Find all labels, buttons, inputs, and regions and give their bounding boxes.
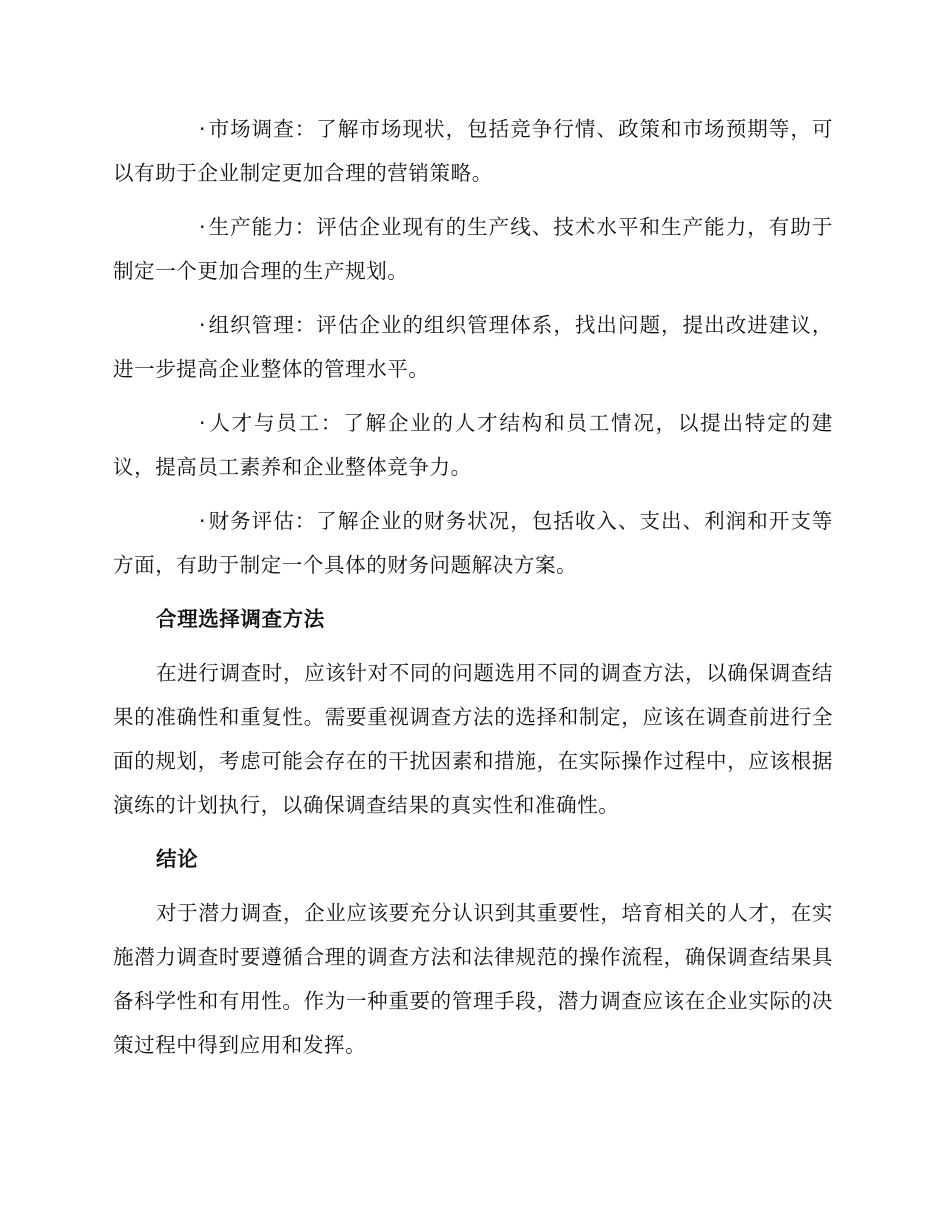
bullet-text: 财务评估：了解企业的财务状况，包括收入、支出、利润和开支等方面，有助于制定一个具体的财务问题解决方案。 [113, 509, 833, 577]
bullet-marker: · [199, 509, 207, 533]
bullet-text: 生产能力：评估企业现有的生产线、技术水平和生产能力，有助于制定一个更加合理的生产规划。 [113, 215, 833, 283]
bullet-marker: · [199, 411, 207, 435]
section-body-conclusion: 对于潜力调查，企业应该要充分认识到其重要性，培育相关的人才，在实施潜力调查时要遵循合理的调查方法和法律规范的操作流程，确保调查结果具备科学性和有用性。作为一种重要的管理手段，潜力调查应该在企业实际的决策过程中得到应用和发挥。 [113, 901, 833, 1057]
section-body-method: 在进行调查时，应该针对不同的问题选用不同的调查方法，以确保调查结果的准确性和重复性。需要重视调查方法的选择和制定，应该在调查前进行全面的规划，考虑可能会存在的干扰因素和措施，在实际操作过程中，应该根据演练的计划执行，以确保调查结果的真实性和准确性。 [113, 661, 833, 817]
bullet-item-financial-assessment [113, 499, 833, 587]
document-body [113, 107, 833, 1077]
bullet-marker: · [199, 215, 207, 239]
bullet-marker: · [199, 117, 207, 141]
bullet-item-talent-staff [113, 401, 833, 489]
bullet-text: 市场调查：了解市场现状，包括竞争行情、政策和市场预期等，可以有助于企业制定更加合理的营销策略。 [113, 117, 833, 185]
section-heading-conclusion: 结论 [156, 847, 199, 871]
bullet-item-market-survey [113, 107, 833, 195]
bullet-text: 人才与员工：了解企业的人才结构和员工情况，以提出特定的建议，提高员工素养和企业整体竞争力。 [113, 411, 833, 479]
bullet-item-production-capacity [113, 205, 833, 293]
section-heading-method: 合理选择调查方法 [156, 607, 325, 631]
bullet-item-organization-management [113, 303, 833, 391]
bullet-marker: · [199, 313, 207, 337]
bullet-text: 组织管理：评估企业的组织管理体系，找出问题，提出改进建议，进一步提高企业整体的管理水平。 [113, 313, 833, 381]
